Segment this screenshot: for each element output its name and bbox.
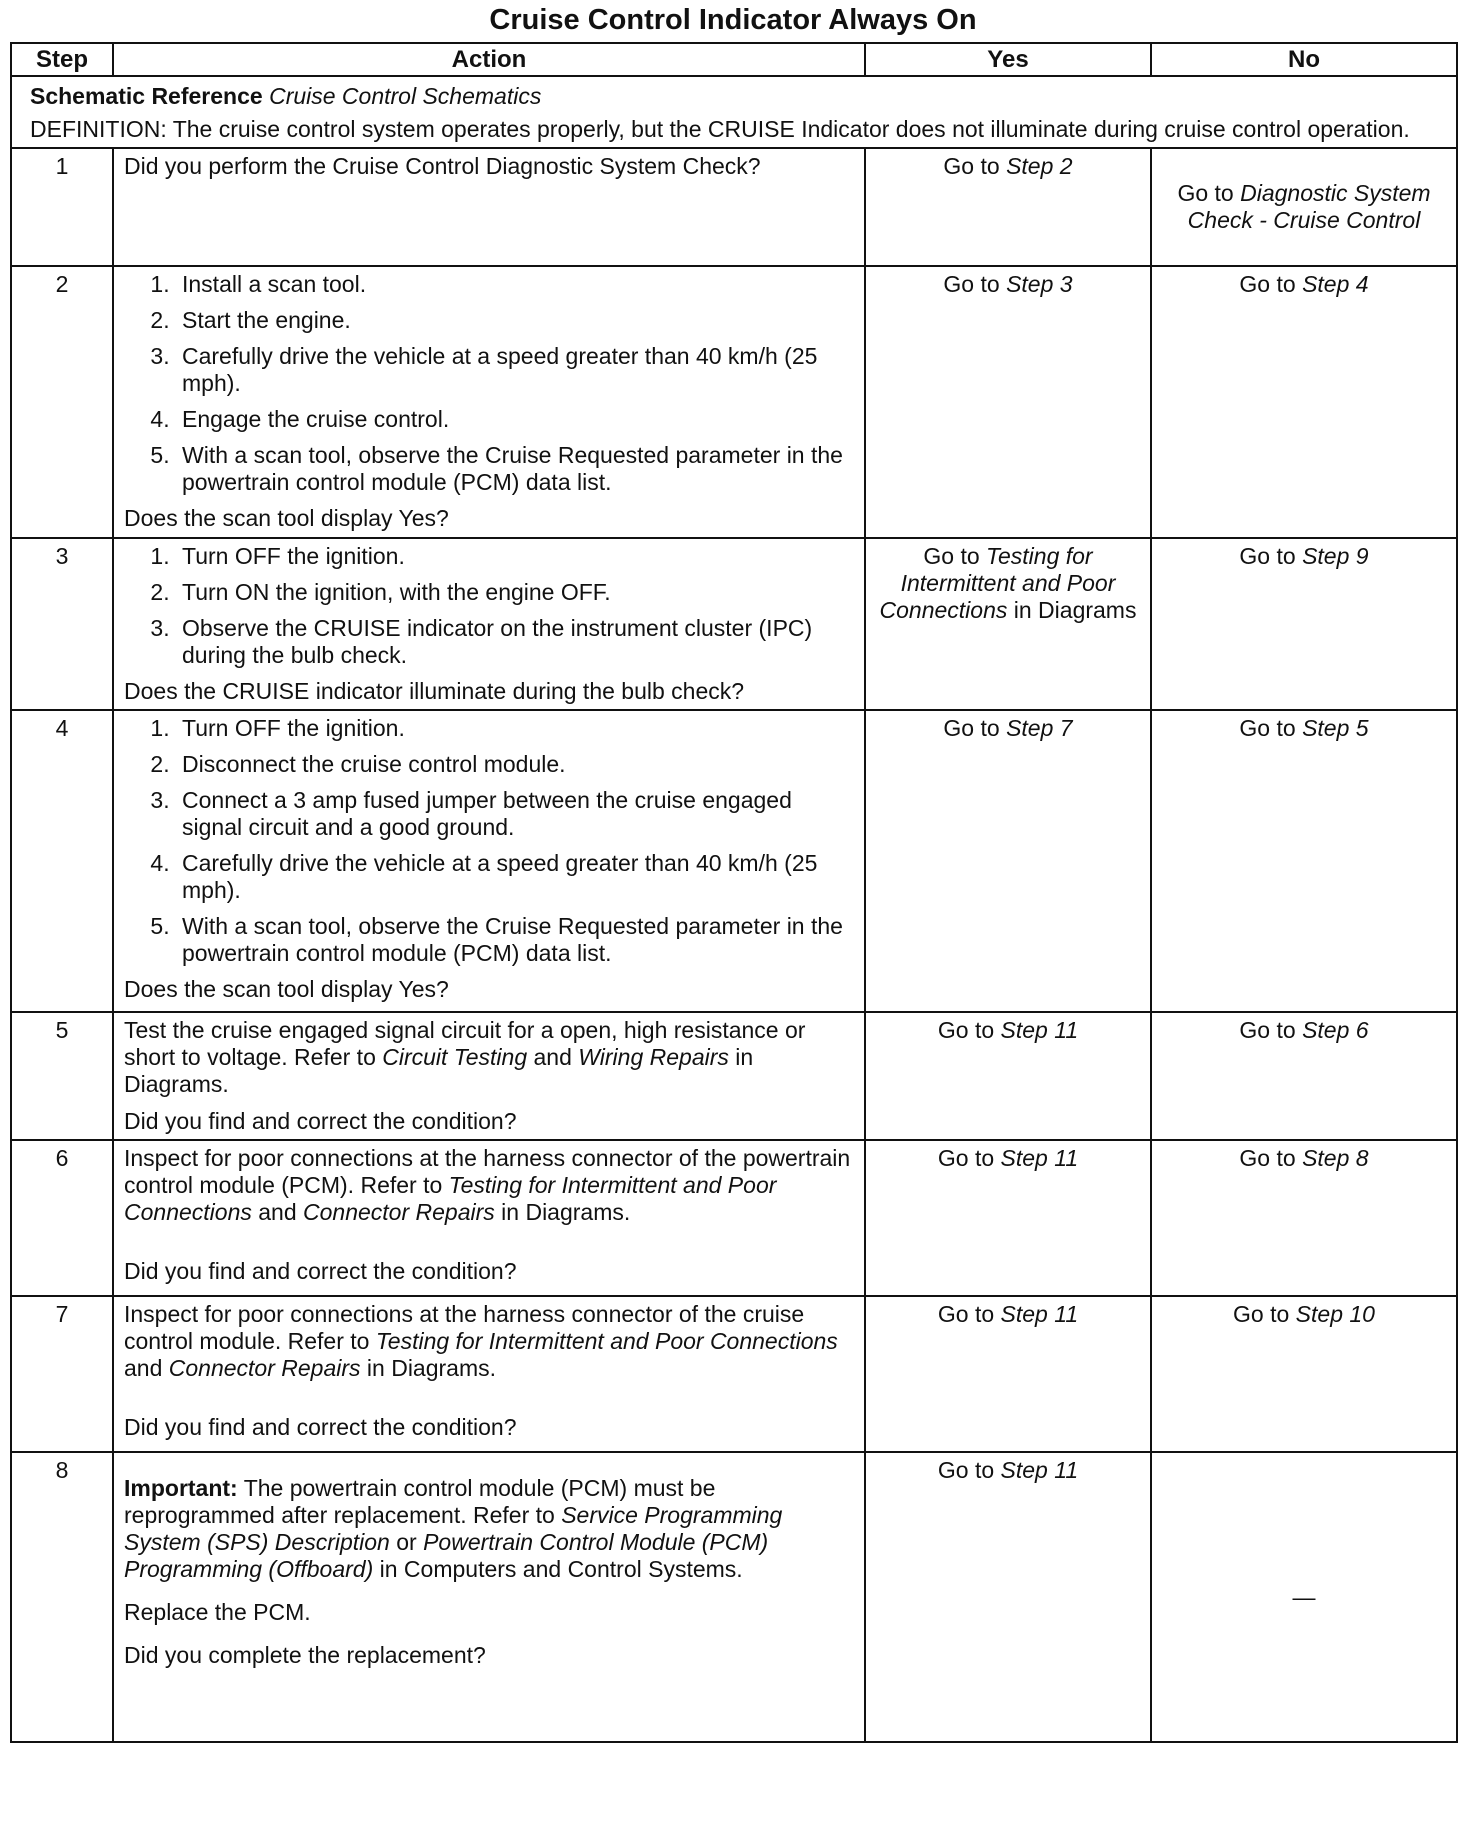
yes-link[interactable]: Testing for Intermittent and Poor Connections [879,543,1116,623]
reference-link[interactable]: Connector Repairs [168,1355,361,1381]
yes-cell: Go to Testing for Intermittent and Poor Connections in Diagrams [865,538,1151,710]
step-instruction: Test the cruise engaged signal circuit for a open, high resistance or short to voltage. Refer to Circuit Testing and Wiring Repairs in Diagrams. [124,1017,806,1097]
step-number: 6 [11,1140,113,1296]
reference-link[interactable]: Testing for Intermittent and Poor Connections [375,1328,838,1354]
table-row [11,710,1457,1012]
step-number: 8 [11,1452,113,1742]
reference-link[interactable]: Wiring Repairs [578,1044,729,1070]
header-no: No [1151,43,1457,76]
no-link[interactable]: Step 9 [1302,543,1369,569]
step-question: Did you find and correct the condition? [124,1414,517,1440]
diagnostic-table [10,42,1458,1743]
yes-cell: Go to Step 11 [865,1296,1151,1452]
procedure-item: 2. Start the engine. [176,307,854,334]
step-question: Did you find and correct the condition? [124,1258,517,1284]
schematic-label: Schematic Reference [30,83,263,109]
reference-link[interactable]: Testing for Intermittent and Poor Connections [124,1172,777,1225]
yes-link[interactable]: Step 3 [1006,271,1073,297]
reference-link[interactable]: Powertrain Control Module (PCM) Programming (Offboard) [124,1529,769,1582]
important-label: Important: [124,1475,238,1501]
no-link[interactable]: Diagnostic System Check - Cruise Control [1187,180,1431,233]
procedure-list [124,715,854,967]
procedure-item: 4. Engage the cruise control. [176,406,854,433]
schematic-row [11,76,1457,148]
procedure-item: 3. Connect a 3 amp fused jumper between the cruise engaged signal circuit and a good ground. [176,787,854,841]
no-cell: Go to Step 10 [1151,1296,1457,1452]
yes-link[interactable]: Step 11 [1000,1145,1079,1171]
no-link[interactable]: Step 6 [1302,1017,1369,1043]
procedure-item: 2. Disconnect the cruise control module. [176,751,854,778]
header-step: Step [11,43,113,76]
step-question: Did you perform the Cruise Control Diagnostic System Check? [124,153,761,179]
procedure-item: 5. With a scan tool, observe the Cruise Requested parameter in the powertrain control module (PCM) data list. [176,913,854,967]
procedure-item: 4. Carefully drive the vehicle at a speed greater than 40 km/h (25 mph). [176,850,854,904]
step-question: Did you find and correct the condition? [124,1108,517,1134]
yes-link[interactable]: Step 11 [1000,1457,1079,1483]
header-action: Action [113,43,865,76]
no-link[interactable]: Step 10 [1295,1301,1375,1327]
reference-link[interactable]: Circuit Testing [382,1044,528,1070]
table-row [11,1140,1457,1296]
reference-link[interactable]: Connector Repairs [303,1199,495,1225]
yes-cell: Go to Step 2 [865,148,1151,266]
procedure-item: 1. Install a scan tool. [176,271,854,298]
yes-link[interactable]: Step 11 [1000,1301,1079,1327]
schematic-link[interactable]: Cruise Control Schematics [269,83,542,109]
no-link[interactable]: Step 5 [1302,715,1369,741]
step-number: 7 [11,1296,113,1452]
step-question: Does the scan tool display Yes? [124,976,449,1002]
step-number: 1 [11,148,113,266]
procedure-item: 3. Carefully drive the vehicle at a speed greater than 40 km/h (25 mph). [176,343,854,397]
yes-cell: Go to Step 11 [865,1140,1151,1296]
yes-link[interactable]: Step 2 [1006,153,1073,179]
step-number: 3 [11,538,113,710]
yes-cell: Go to Step 3 [865,266,1151,538]
no-cell: Go to Step 9 [1151,538,1457,710]
step-question: Does the scan tool display Yes? [124,505,449,531]
no-link[interactable]: Step 8 [1302,1145,1369,1171]
table-row [11,148,1457,266]
no-cell: Go to Step 6 [1151,1012,1457,1140]
step-instruction: Replace the PCM. [124,1599,311,1625]
header-yes: Yes [865,43,1151,76]
yes-cell: Go to Step 7 [865,710,1151,1012]
procedure-item: 1. Turn OFF the ignition. [176,715,854,742]
page-title: Cruise Control Indicator Always On [489,4,977,36]
procedure-item: 5. With a scan tool, observe the Cruise Requested parameter in the powertrain control module (PCM) data list. [176,442,854,496]
step-question: Did you complete the replacement? [124,1642,486,1668]
no-link[interactable]: Step 4 [1302,271,1369,297]
no-cell: Go to Step 4 [1151,266,1457,538]
no-cell: Go to Step 5 [1151,710,1457,1012]
yes-cell: Go to Step 11 [865,1452,1151,1742]
procedure-list [124,543,854,669]
table-row [11,1296,1457,1452]
step-instruction: Inspect for poor connections at the harness connector of the cruise control module. Refer to Testing for Intermittent and Poor Connections and Connector Repairs in Diagrams. [124,1301,838,1381]
no-cell: Go to Step 8 [1151,1140,1457,1296]
table-row [11,1452,1457,1742]
table-row [11,538,1457,710]
procedure-item: 2. Turn ON the ignition, with the engine OFF. [176,579,854,606]
yes-cell: Go to Step 11 [865,1012,1151,1140]
table-row [11,266,1457,538]
procedure-list [124,271,854,496]
procedure-item: 3. Observe the CRUISE indicator on the instrument cluster (IPC) during the bulb check. [176,615,854,669]
step-instruction: Inspect for poor connections at the harness connector of the powertrain control module (PCM). Refer to Testing for Intermittent and Poor Connections and Connector Repairs in Diagrams. [124,1145,851,1225]
important-note: Important: The powertrain control module (PCM) must be reprogrammed after replacement. Refer to Service Programming System (SPS) Description or Powertrain Control Module (PCM) Programming (Offboard) in Computers and Control Systems. [124,1475,783,1582]
yes-link[interactable]: Step 7 [1006,715,1073,741]
step-number: 2 [11,266,113,538]
table-row [11,1012,1457,1140]
step-number: 5 [11,1012,113,1140]
reference-link[interactable]: Service Programming System (SPS) Description [124,1502,783,1555]
header-row [11,43,1457,76]
step-number: 4 [11,710,113,1012]
no-cell: Go to Diagnostic System Check - Cruise Control [1151,148,1457,266]
step-question: Does the CRUISE indicator illuminate during the bulb check? [124,678,745,704]
procedure-item: 1. Turn OFF the ignition. [176,543,854,570]
yes-link[interactable]: Step 11 [1000,1017,1079,1043]
definition-text: DEFINITION: The cruise control system operates properly, but the CRUISE Indicator does not illuminate during cruise control operation. [30,116,1410,142]
no-cell: — [1151,1452,1457,1742]
